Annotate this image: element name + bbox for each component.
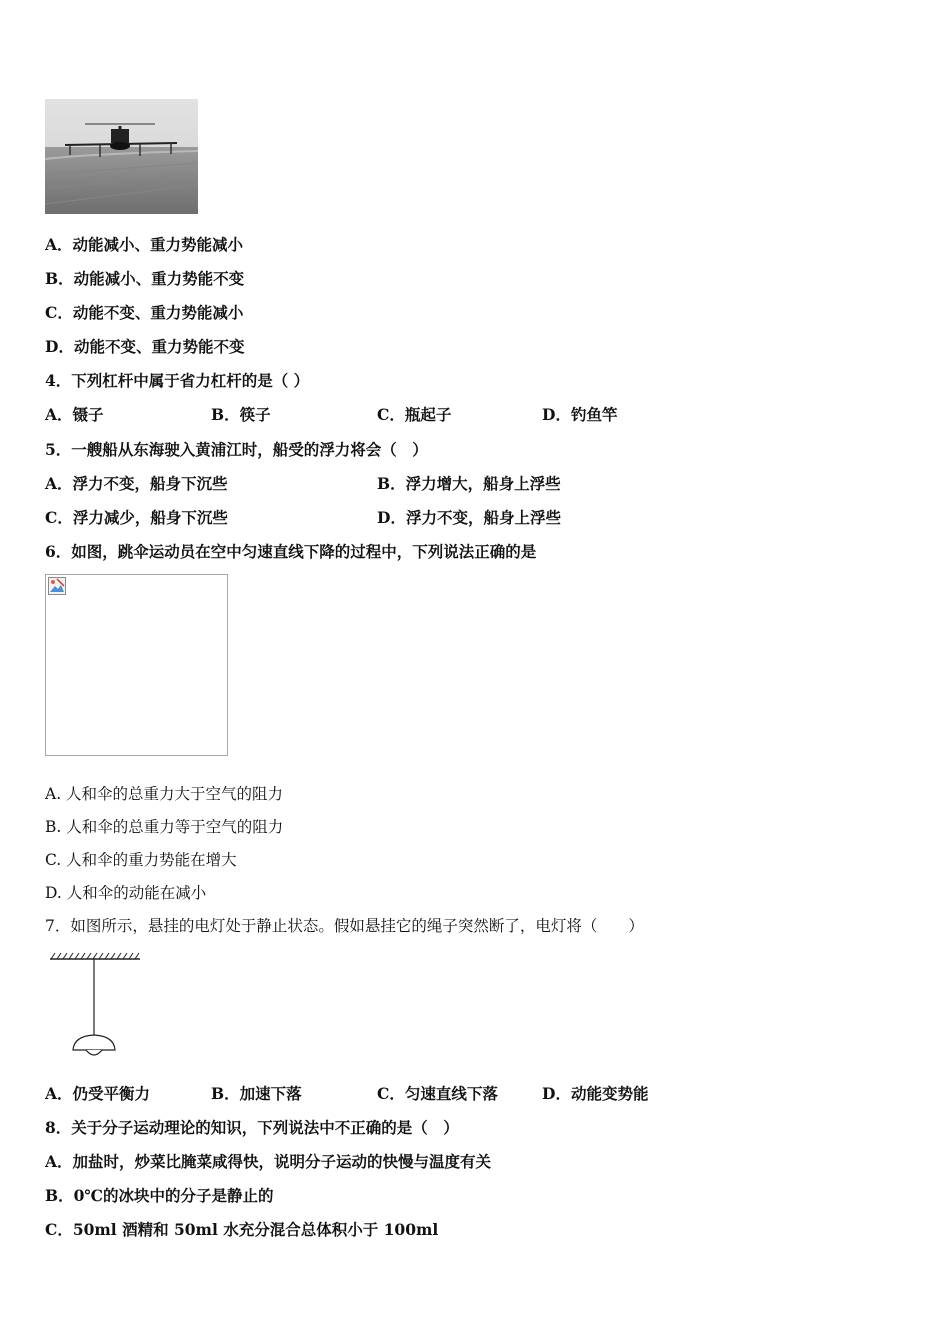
q4-stem: 4．下列杠杆中属于省力杠杆的是（ ） — [45, 371, 310, 390]
q5-option-c[interactable]: C．浮力减少，船身下沉些 — [45, 508, 228, 527]
q3-option-c[interactable]: C．动能不变、重力势能减小 — [45, 303, 244, 322]
q5-option-d[interactable]: D．浮力不变，船身上浮些 — [377, 508, 561, 527]
q7-option-a[interactable]: A．仍受平衡力 — [45, 1084, 151, 1103]
q7-option-b[interactable]: B．加速下落 — [211, 1084, 302, 1103]
q5-option-b[interactable]: B．浮力增大，船身上浮些 — [377, 474, 561, 493]
q4-option-a[interactable]: A．镊子 — [45, 405, 104, 424]
q8-option-c[interactable]: C．50ml 酒精和 50ml 水充分混合总体积小于 100ml — [45, 1220, 439, 1239]
q6-option-c[interactable]: C. 人和伞的重力势能在增大 — [45, 851, 237, 869]
q3-option-a[interactable]: A．动能减小、重力势能减小 — [45, 235, 244, 254]
q6-option-a[interactable]: A. 人和伞的总重力大于空气的阻力 — [45, 785, 284, 803]
q8-option-a[interactable]: A．加盐时，炒菜比腌菜咸得快，说明分子运动的快慢与温度有关 — [45, 1152, 492, 1171]
q4-option-b[interactable]: B．筷子 — [211, 405, 271, 424]
q3-option-d[interactable]: D．动能不变、重力势能不变 — [45, 337, 245, 356]
q7-option-d[interactable]: D．动能变势能 — [542, 1084, 649, 1103]
q8-stem: 8．关于分子运动理论的知识，下列说法中不正确的是（ ） — [45, 1118, 459, 1137]
q8-option-b[interactable]: B．0℃的冰块中的分子是静止的 — [45, 1186, 274, 1205]
q4-option-c[interactable]: C．瓶起子 — [377, 405, 452, 424]
broken-image-placeholder — [45, 574, 228, 756]
hanging-lamp-diagram — [45, 950, 145, 1065]
broken-image-icon — [48, 577, 66, 595]
q6-option-b[interactable]: B. 人和伞的总重力等于空气的阻力 — [45, 818, 284, 836]
q4-option-d[interactable]: D．钓鱼竿 — [542, 405, 618, 424]
q5-stem: 5．一艘船从东海驶入黄浦江时，船受的浮力将会（ ） — [45, 440, 428, 459]
q3-option-b[interactable]: B．动能减小、重力势能不变 — [45, 269, 245, 288]
q5-option-a[interactable]: A．浮力不变，船身下沉些 — [45, 474, 228, 493]
drone-photo — [45, 99, 198, 214]
q7-option-c[interactable]: C．匀速直线下落 — [377, 1084, 498, 1103]
q6-option-d[interactable]: D. 人和伞的动能在减小 — [45, 884, 207, 902]
q7-stem: 7．如图所示，悬挂的电灯处于静止状态。假如悬挂它的绳子突然断了，电灯将（ ） — [45, 917, 644, 935]
q6-stem: 6．如图，跳伞运动员在空中匀速直线下降的过程中，下列说法正确的是 — [45, 542, 537, 561]
